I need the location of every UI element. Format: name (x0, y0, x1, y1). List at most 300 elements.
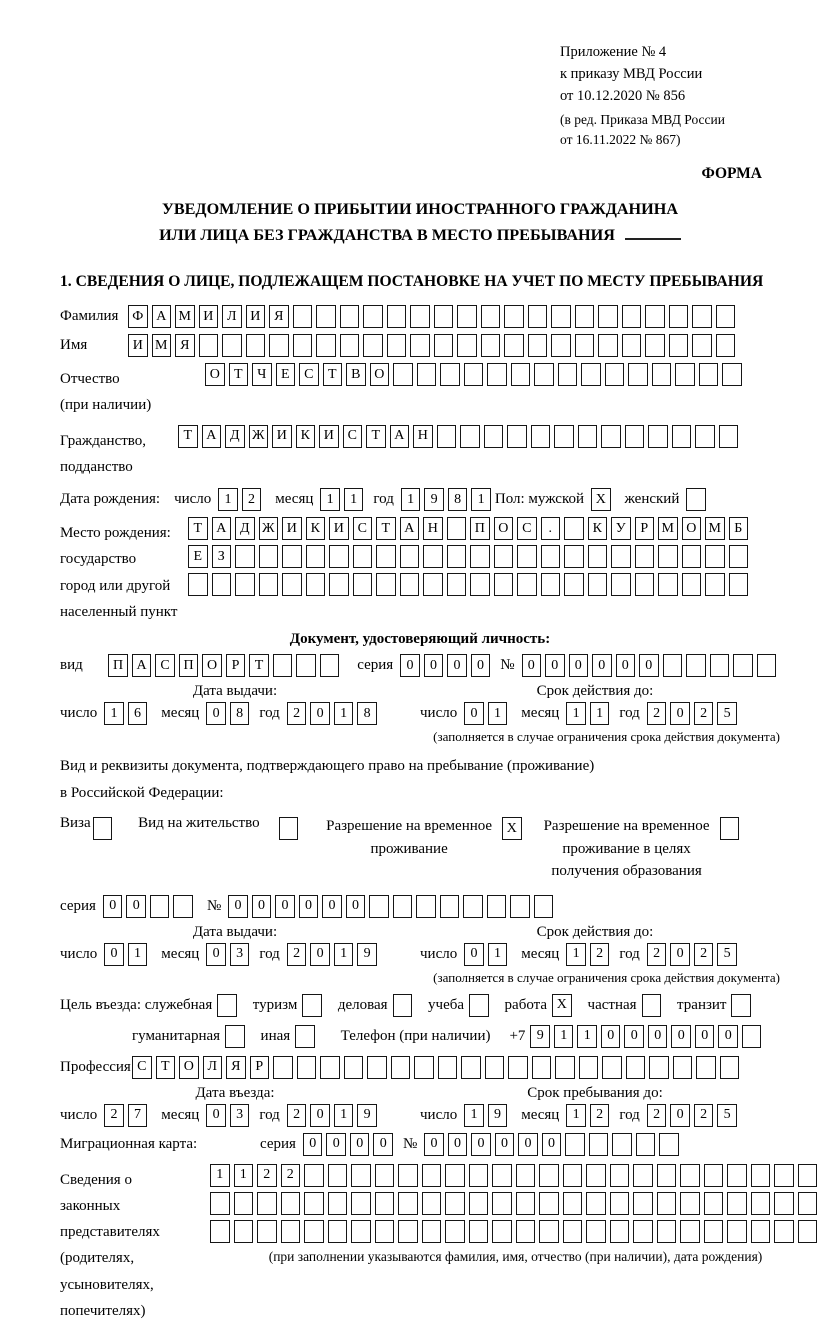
cell[interactable] (363, 334, 383, 357)
cell[interactable] (541, 573, 561, 596)
cell[interactable]: 0 (275, 895, 295, 918)
cell[interactable] (460, 425, 480, 448)
cell[interactable] (751, 1192, 771, 1215)
cell[interactable] (633, 1192, 653, 1215)
cell[interactable]: 1 (566, 943, 586, 966)
birth-day-cells[interactable] (218, 488, 265, 511)
cell[interactable] (440, 363, 460, 386)
cell[interactable]: С (517, 517, 537, 540)
cell[interactable] (302, 994, 322, 1017)
cell[interactable]: 0 (206, 1104, 226, 1127)
cell[interactable] (686, 654, 706, 677)
doc-issue-day-cells[interactable] (104, 702, 151, 725)
cell[interactable] (329, 573, 349, 596)
cell[interactable]: 2 (694, 943, 714, 966)
cell[interactable] (680, 1192, 700, 1215)
cell[interactable] (601, 425, 621, 448)
cell[interactable] (704, 1220, 724, 1243)
cell[interactable]: Ф (128, 305, 148, 328)
cell[interactable] (720, 1056, 740, 1079)
cell[interactable] (657, 1220, 677, 1243)
birthplace-cells-row2[interactable] (188, 545, 752, 568)
cell[interactable]: 1 (210, 1164, 230, 1187)
cell[interactable] (598, 334, 618, 357)
resdoc-issue-day-cells[interactable] (104, 943, 151, 966)
cell[interactable] (391, 1056, 411, 1079)
cell[interactable]: И (199, 305, 219, 328)
cell[interactable]: 1 (488, 943, 508, 966)
residence-permit-checkbox[interactable] (279, 817, 303, 840)
cell[interactable] (680, 1220, 700, 1243)
cell[interactable] (279, 817, 299, 840)
cell[interactable] (635, 545, 655, 568)
cell[interactable] (273, 654, 293, 677)
cell[interactable]: 0 (569, 654, 589, 677)
stay-month-cells[interactable] (566, 1104, 613, 1127)
cell[interactable]: Т (376, 517, 396, 540)
cell[interactable] (628, 363, 648, 386)
birthplace-cells-row1[interactable] (188, 517, 752, 540)
cell[interactable]: Т (188, 517, 208, 540)
cell[interactable] (589, 1133, 609, 1156)
cell[interactable] (259, 545, 279, 568)
cell[interactable]: X (552, 994, 572, 1017)
cell[interactable] (387, 334, 407, 357)
cell[interactable]: 0 (670, 1104, 690, 1127)
cell[interactable] (704, 1164, 724, 1187)
cell[interactable] (516, 1192, 536, 1215)
cell[interactable] (686, 488, 706, 511)
cell[interactable]: 0 (601, 1025, 621, 1048)
cell[interactable]: 0 (624, 1025, 644, 1048)
cell[interactable] (581, 363, 601, 386)
cell[interactable] (622, 334, 642, 357)
cell[interactable] (626, 1056, 646, 1079)
cell[interactable]: 9 (488, 1104, 508, 1127)
cell[interactable]: 1 (334, 702, 354, 725)
cell[interactable]: 0 (616, 654, 636, 677)
cell[interactable] (481, 305, 501, 328)
cell[interactable]: 0 (103, 895, 123, 918)
cell[interactable] (528, 334, 548, 357)
cell[interactable] (414, 1056, 434, 1079)
cell[interactable]: 9 (530, 1025, 550, 1048)
cell[interactable]: 8 (448, 488, 468, 511)
cell[interactable]: 2 (647, 943, 667, 966)
cell[interactable]: 0 (447, 654, 467, 677)
cell[interactable]: X (591, 488, 611, 511)
cell[interactable] (652, 363, 672, 386)
cell[interactable]: А (212, 517, 232, 540)
cell[interactable] (774, 1164, 794, 1187)
entry-year-cells[interactable] (287, 1104, 381, 1127)
cell[interactable]: 0 (326, 1133, 346, 1156)
birth-year-cells[interactable] (401, 488, 495, 511)
cell[interactable] (304, 1220, 324, 1243)
patronymic-cells[interactable] (205, 363, 746, 386)
cell[interactable] (400, 545, 420, 568)
cell[interactable] (470, 545, 490, 568)
cell[interactable] (457, 305, 477, 328)
cell[interactable]: 0 (464, 943, 484, 966)
cell[interactable] (351, 1220, 371, 1243)
cell[interactable] (434, 305, 454, 328)
cell[interactable]: 1 (128, 943, 148, 966)
cell[interactable] (487, 363, 507, 386)
cell[interactable] (199, 334, 219, 357)
cell[interactable] (507, 425, 527, 448)
doc-valid-month-cells[interactable] (566, 702, 613, 725)
cell[interactable] (642, 994, 662, 1017)
cell[interactable] (273, 1056, 293, 1079)
transit-checkbox[interactable] (731, 994, 755, 1017)
cell[interactable] (445, 1220, 465, 1243)
cell[interactable]: 6 (128, 702, 148, 725)
cell[interactable] (257, 1192, 277, 1215)
cell[interactable]: А (390, 425, 410, 448)
cell[interactable] (534, 895, 554, 918)
cell[interactable]: З (212, 545, 232, 568)
cell[interactable] (727, 1220, 747, 1243)
cell[interactable] (635, 573, 655, 596)
cell[interactable]: 0 (545, 654, 565, 677)
cell[interactable]: 1 (344, 488, 364, 511)
cell[interactable] (423, 573, 443, 596)
cell[interactable]: П (108, 654, 128, 677)
phone-cells[interactable] (530, 1025, 765, 1048)
cell[interactable] (751, 1164, 771, 1187)
cell[interactable] (658, 573, 678, 596)
cell[interactable] (539, 1220, 559, 1243)
cell[interactable]: 9 (424, 488, 444, 511)
cell[interactable] (731, 994, 751, 1017)
cell[interactable] (410, 305, 430, 328)
cell[interactable] (508, 1056, 528, 1079)
cell[interactable] (222, 334, 242, 357)
cell[interactable] (564, 517, 584, 540)
cell[interactable]: 1 (471, 488, 491, 511)
cell[interactable] (672, 425, 692, 448)
cell[interactable]: Ч (252, 363, 272, 386)
cell[interactable] (367, 1056, 387, 1079)
cell[interactable]: Р (250, 1056, 270, 1079)
cell[interactable]: 3 (230, 1104, 250, 1127)
cell[interactable] (363, 305, 383, 328)
cell[interactable]: 0 (464, 702, 484, 725)
cell[interactable] (210, 1192, 230, 1215)
cell[interactable]: 0 (346, 895, 366, 918)
cell[interactable] (210, 1220, 230, 1243)
work-checkbox[interactable] (552, 994, 576, 1017)
cell[interactable] (328, 1192, 348, 1215)
cell[interactable] (416, 895, 436, 918)
cell[interactable]: 0 (350, 1133, 370, 1156)
cell[interactable]: Т (156, 1056, 176, 1079)
cell[interactable]: Д (235, 517, 255, 540)
cell[interactable] (586, 1220, 606, 1243)
cell[interactable] (150, 895, 170, 918)
cell[interactable] (353, 545, 373, 568)
cell[interactable] (516, 1164, 536, 1187)
surname-cells[interactable] (128, 305, 739, 328)
cell[interactable] (699, 363, 719, 386)
study-checkbox[interactable] (469, 994, 493, 1017)
cell[interactable]: 0 (522, 654, 542, 677)
cell[interactable] (375, 1192, 395, 1215)
cell[interactable]: Я (269, 305, 289, 328)
cell[interactable] (417, 363, 437, 386)
cell[interactable]: 8 (357, 702, 377, 725)
cell[interactable] (563, 1192, 583, 1215)
doc-issue-month-cells[interactable] (206, 702, 253, 725)
cell[interactable] (531, 425, 551, 448)
cell[interactable]: 2 (590, 1104, 610, 1127)
cell[interactable]: Е (188, 545, 208, 568)
cell[interactable]: С (343, 425, 363, 448)
cell[interactable] (320, 654, 340, 677)
cell[interactable]: А (152, 305, 172, 328)
citizenship-cells[interactable] (178, 425, 742, 448)
cell[interactable]: 2 (694, 702, 714, 725)
birthplace-cells-row3[interactable] (188, 573, 752, 596)
cell[interactable]: И (282, 517, 302, 540)
cell[interactable]: 9 (357, 1104, 377, 1127)
cell[interactable] (398, 1164, 418, 1187)
cell[interactable] (234, 1192, 254, 1215)
cell[interactable] (705, 573, 725, 596)
cell[interactable] (675, 363, 695, 386)
cell[interactable] (173, 895, 193, 918)
representatives-cells-row1[interactable] (210, 1164, 821, 1187)
cell[interactable] (578, 425, 598, 448)
cell[interactable] (340, 334, 360, 357)
cell[interactable] (353, 573, 373, 596)
name-cells[interactable] (128, 334, 739, 357)
cell[interactable]: 0 (471, 1133, 491, 1156)
cell[interactable] (440, 895, 460, 918)
cell[interactable]: 0 (695, 1025, 715, 1048)
cell[interactable]: С (299, 363, 319, 386)
cell[interactable]: 0 (104, 943, 124, 966)
cell[interactable] (774, 1192, 794, 1215)
cell[interactable]: Р (226, 654, 246, 677)
cell[interactable] (469, 994, 489, 1017)
cell[interactable]: 0 (424, 654, 444, 677)
cell[interactable] (376, 545, 396, 568)
cell[interactable] (798, 1192, 818, 1215)
cell[interactable] (611, 573, 631, 596)
cell[interactable]: О (494, 517, 514, 540)
cell[interactable] (494, 545, 514, 568)
cell[interactable] (469, 1220, 489, 1243)
cell[interactable]: 2 (694, 1104, 714, 1127)
cell[interactable]: 0 (718, 1025, 738, 1048)
cell[interactable]: 0 (471, 654, 491, 677)
cell[interactable] (663, 654, 683, 677)
cell[interactable]: М (175, 305, 195, 328)
cell[interactable] (579, 1056, 599, 1079)
cell[interactable]: 0 (670, 702, 690, 725)
cell[interactable] (328, 1220, 348, 1243)
sex-male-checkbox[interactable] (591, 488, 615, 511)
cell[interactable] (695, 425, 715, 448)
cell[interactable] (517, 573, 537, 596)
cell[interactable]: 1 (218, 488, 238, 511)
cell[interactable] (387, 305, 407, 328)
cell[interactable]: Л (222, 305, 242, 328)
cell[interactable] (673, 1056, 693, 1079)
cell[interactable] (563, 1220, 583, 1243)
cell[interactable]: 0 (228, 895, 248, 918)
cell[interactable] (669, 334, 689, 357)
cell[interactable]: 2 (104, 1104, 124, 1127)
private-checkbox[interactable] (642, 994, 666, 1017)
cell[interactable] (625, 425, 645, 448)
cell[interactable] (469, 1164, 489, 1187)
resdoc-valid-day-cells[interactable] (464, 943, 511, 966)
cell[interactable]: 0 (206, 943, 226, 966)
cell[interactable] (669, 305, 689, 328)
cell[interactable] (434, 334, 454, 357)
cell[interactable]: . (541, 517, 561, 540)
cell[interactable]: О (202, 654, 222, 677)
cell[interactable]: 8 (230, 702, 250, 725)
temp-permit-checkbox[interactable] (502, 817, 526, 840)
cell[interactable] (494, 573, 514, 596)
cell[interactable] (551, 305, 571, 328)
cell[interactable] (657, 1164, 677, 1187)
cell[interactable]: 0 (400, 654, 420, 677)
cell[interactable] (598, 305, 618, 328)
cell[interactable]: 7 (128, 1104, 148, 1127)
cell[interactable] (492, 1220, 512, 1243)
cell[interactable] (461, 1056, 481, 1079)
cell[interactable] (235, 545, 255, 568)
cell[interactable] (648, 425, 668, 448)
cell[interactable]: С (132, 1056, 152, 1079)
cell[interactable] (645, 334, 665, 357)
cell[interactable] (682, 545, 702, 568)
cell[interactable] (645, 305, 665, 328)
cell[interactable]: 0 (303, 1133, 323, 1156)
cell[interactable] (306, 573, 326, 596)
tourism-checkbox[interactable] (302, 994, 326, 1017)
cell[interactable]: П (470, 517, 490, 540)
cell[interactable] (682, 573, 702, 596)
resdoc-valid-year-cells[interactable] (647, 943, 741, 966)
cell[interactable]: 0 (592, 654, 612, 677)
doc-number-cells[interactable] (522, 654, 781, 677)
cell[interactable]: В (346, 363, 366, 386)
cell[interactable] (727, 1192, 747, 1215)
cell[interactable] (774, 1220, 794, 1243)
cell[interactable]: 2 (647, 1104, 667, 1127)
cell[interactable]: У (611, 517, 631, 540)
cell[interactable]: 0 (126, 895, 146, 918)
cell[interactable] (306, 545, 326, 568)
edu-permit-checkbox[interactable] (720, 817, 744, 840)
cell[interactable] (375, 1220, 395, 1243)
cell[interactable]: 1 (464, 1104, 484, 1127)
cell[interactable] (511, 363, 531, 386)
cell[interactable] (423, 545, 443, 568)
cell[interactable]: Т (178, 425, 198, 448)
cell[interactable]: 2 (287, 702, 307, 725)
cell[interactable]: 1 (577, 1025, 597, 1048)
cell[interactable] (716, 305, 736, 328)
cell[interactable]: 2 (257, 1164, 277, 1187)
cell[interactable]: М (152, 334, 172, 357)
cell[interactable] (344, 1056, 364, 1079)
cell[interactable] (555, 1056, 575, 1079)
cell[interactable] (575, 334, 595, 357)
sex-female-checkbox[interactable] (686, 488, 710, 511)
cell[interactable] (516, 1220, 536, 1243)
cell[interactable] (188, 573, 208, 596)
cell[interactable] (481, 334, 501, 357)
cell[interactable] (733, 654, 753, 677)
cell[interactable]: К (588, 517, 608, 540)
cell[interactable] (704, 1192, 724, 1215)
cell[interactable] (393, 994, 413, 1017)
cell[interactable]: К (306, 517, 326, 540)
cell[interactable] (469, 1192, 489, 1215)
purpose-official-checkbox[interactable] (217, 994, 241, 1017)
doc-valid-day-cells[interactable] (464, 702, 511, 725)
cell[interactable] (727, 1164, 747, 1187)
profession-cells[interactable] (132, 1056, 743, 1079)
cell[interactable]: Т (249, 654, 269, 677)
cell[interactable]: А (202, 425, 222, 448)
cell[interactable] (293, 334, 313, 357)
cell[interactable] (696, 1056, 716, 1079)
cell[interactable] (484, 425, 504, 448)
cell[interactable]: X (502, 817, 522, 840)
cell[interactable] (464, 363, 484, 386)
cell[interactable] (722, 363, 742, 386)
cell[interactable] (225, 1025, 245, 1048)
cell[interactable] (470, 573, 490, 596)
humanitarian-checkbox[interactable] (225, 1025, 249, 1048)
cell[interactable] (517, 545, 537, 568)
cell[interactable] (610, 1192, 630, 1215)
cell[interactable]: 1 (566, 1104, 586, 1127)
cell[interactable] (575, 305, 595, 328)
cell[interactable]: А (132, 654, 152, 677)
cell[interactable] (304, 1192, 324, 1215)
cell[interactable]: 1 (554, 1025, 574, 1048)
cell[interactable] (551, 334, 571, 357)
cell[interactable]: Т (229, 363, 249, 386)
cell[interactable] (316, 305, 336, 328)
cell[interactable] (564, 573, 584, 596)
cell[interactable] (422, 1220, 442, 1243)
cell[interactable] (504, 305, 524, 328)
cell[interactable] (393, 363, 413, 386)
cell[interactable] (588, 573, 608, 596)
resdoc-valid-month-cells[interactable] (566, 943, 613, 966)
cell[interactable]: И (128, 334, 148, 357)
doc-series-cells[interactable] (400, 654, 494, 677)
cell[interactable] (217, 994, 237, 1017)
cell[interactable]: 0 (252, 895, 272, 918)
cell[interactable]: 2 (287, 943, 307, 966)
cell[interactable]: 0 (322, 895, 342, 918)
cell[interactable] (437, 425, 457, 448)
cell[interactable] (612, 1133, 632, 1156)
resdoc-issue-year-cells[interactable] (287, 943, 381, 966)
cell[interactable]: 0 (310, 943, 330, 966)
